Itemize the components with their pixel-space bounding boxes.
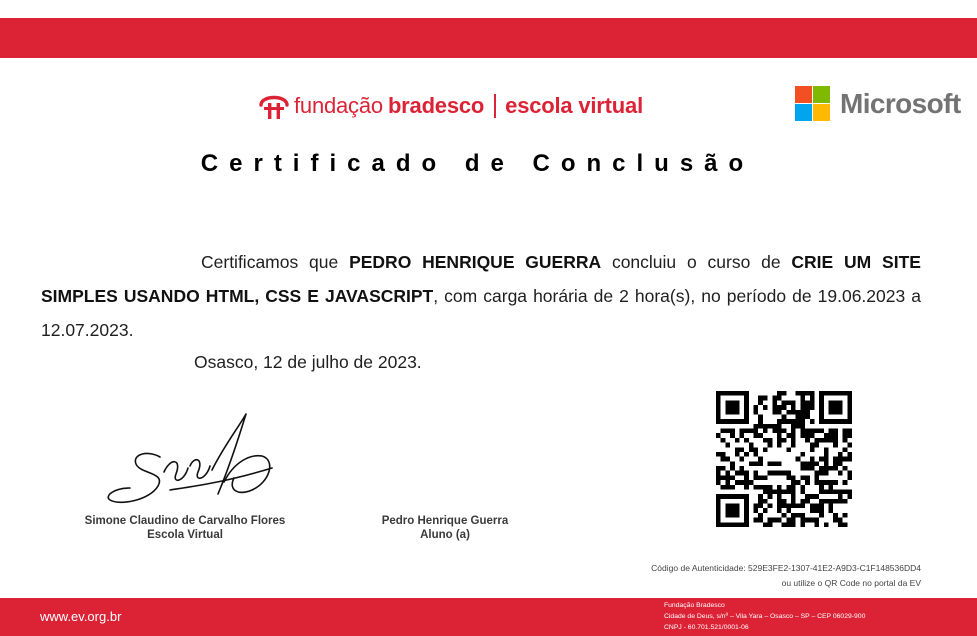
authenticity-info (651, 561, 921, 591)
address-line-2: Cidade de Deus, s/nº – Vila Yara – Osasco – SP – CEP 06029-900 (664, 613, 866, 620)
signature-block-director (60, 514, 310, 542)
address-line-1: Fundação Bradesco (664, 602, 725, 609)
intro-text: Certificamos que (201, 252, 339, 272)
course-details: , com carga horária de 2 hora(s), no período de 19.06.2023 a 12.07.2023. (41, 286, 921, 340)
bradesco-tree-icon (258, 91, 290, 121)
top-red-bar (0, 18, 977, 58)
website-link[interactable]: www.ev.org.br (40, 609, 122, 624)
ms-square-green (813, 86, 830, 103)
ms-square-red (795, 86, 812, 103)
ms-square-yellow (813, 104, 830, 121)
fundacao-bradesco-logo (258, 88, 643, 124)
ms-square-blue (795, 104, 812, 121)
signer2-role: Aluno (a) (420, 529, 470, 541)
qr-code[interactable] (716, 391, 852, 527)
logo-word-escola-virtual: escola virtual (505, 93, 643, 118)
certificate-title: Certificado de Conclusão (200, 150, 755, 177)
student-name: PEDRO HENRIQUE GUERRA (349, 252, 602, 272)
logo-word-bradesco: bradesco (387, 93, 485, 118)
course-name: CRIE UM SITE SIMPLES USANDO HTML, CSS E JAVASCRIPT (41, 252, 921, 306)
signer1-name: Simone Claudino de Carvalho Flores (84, 515, 286, 527)
foundation-address (664, 600, 865, 633)
signer1-role: Escola Virtual (147, 529, 223, 541)
qr-hint: ou utilize o QR Code no portal da EV (781, 578, 921, 588)
handwritten-signature (100, 410, 280, 515)
place-and-date: Osasco, 12 de julho de 2023. (194, 352, 422, 372)
signer2-name: Pedro Henrique Guerra (381, 515, 509, 527)
logo-separator (494, 94, 496, 118)
microsoft-logo (795, 86, 961, 121)
microsoft-squares-icon (795, 86, 830, 121)
signature-block-student (340, 514, 550, 542)
certificate-body (41, 245, 921, 347)
microsoft-wordmark: Microsoft (840, 87, 961, 119)
logo-word-fundacao: fundação (294, 93, 383, 118)
address-line-3: CNPJ - 60.701.521/0001-06 (664, 624, 749, 631)
mid-text: concluiu o curso de (611, 252, 781, 272)
authenticity-code: Código de Autenticidade: 529E3FE2-1307-41E2-A9D3-C1F148536DD4 (651, 563, 921, 573)
